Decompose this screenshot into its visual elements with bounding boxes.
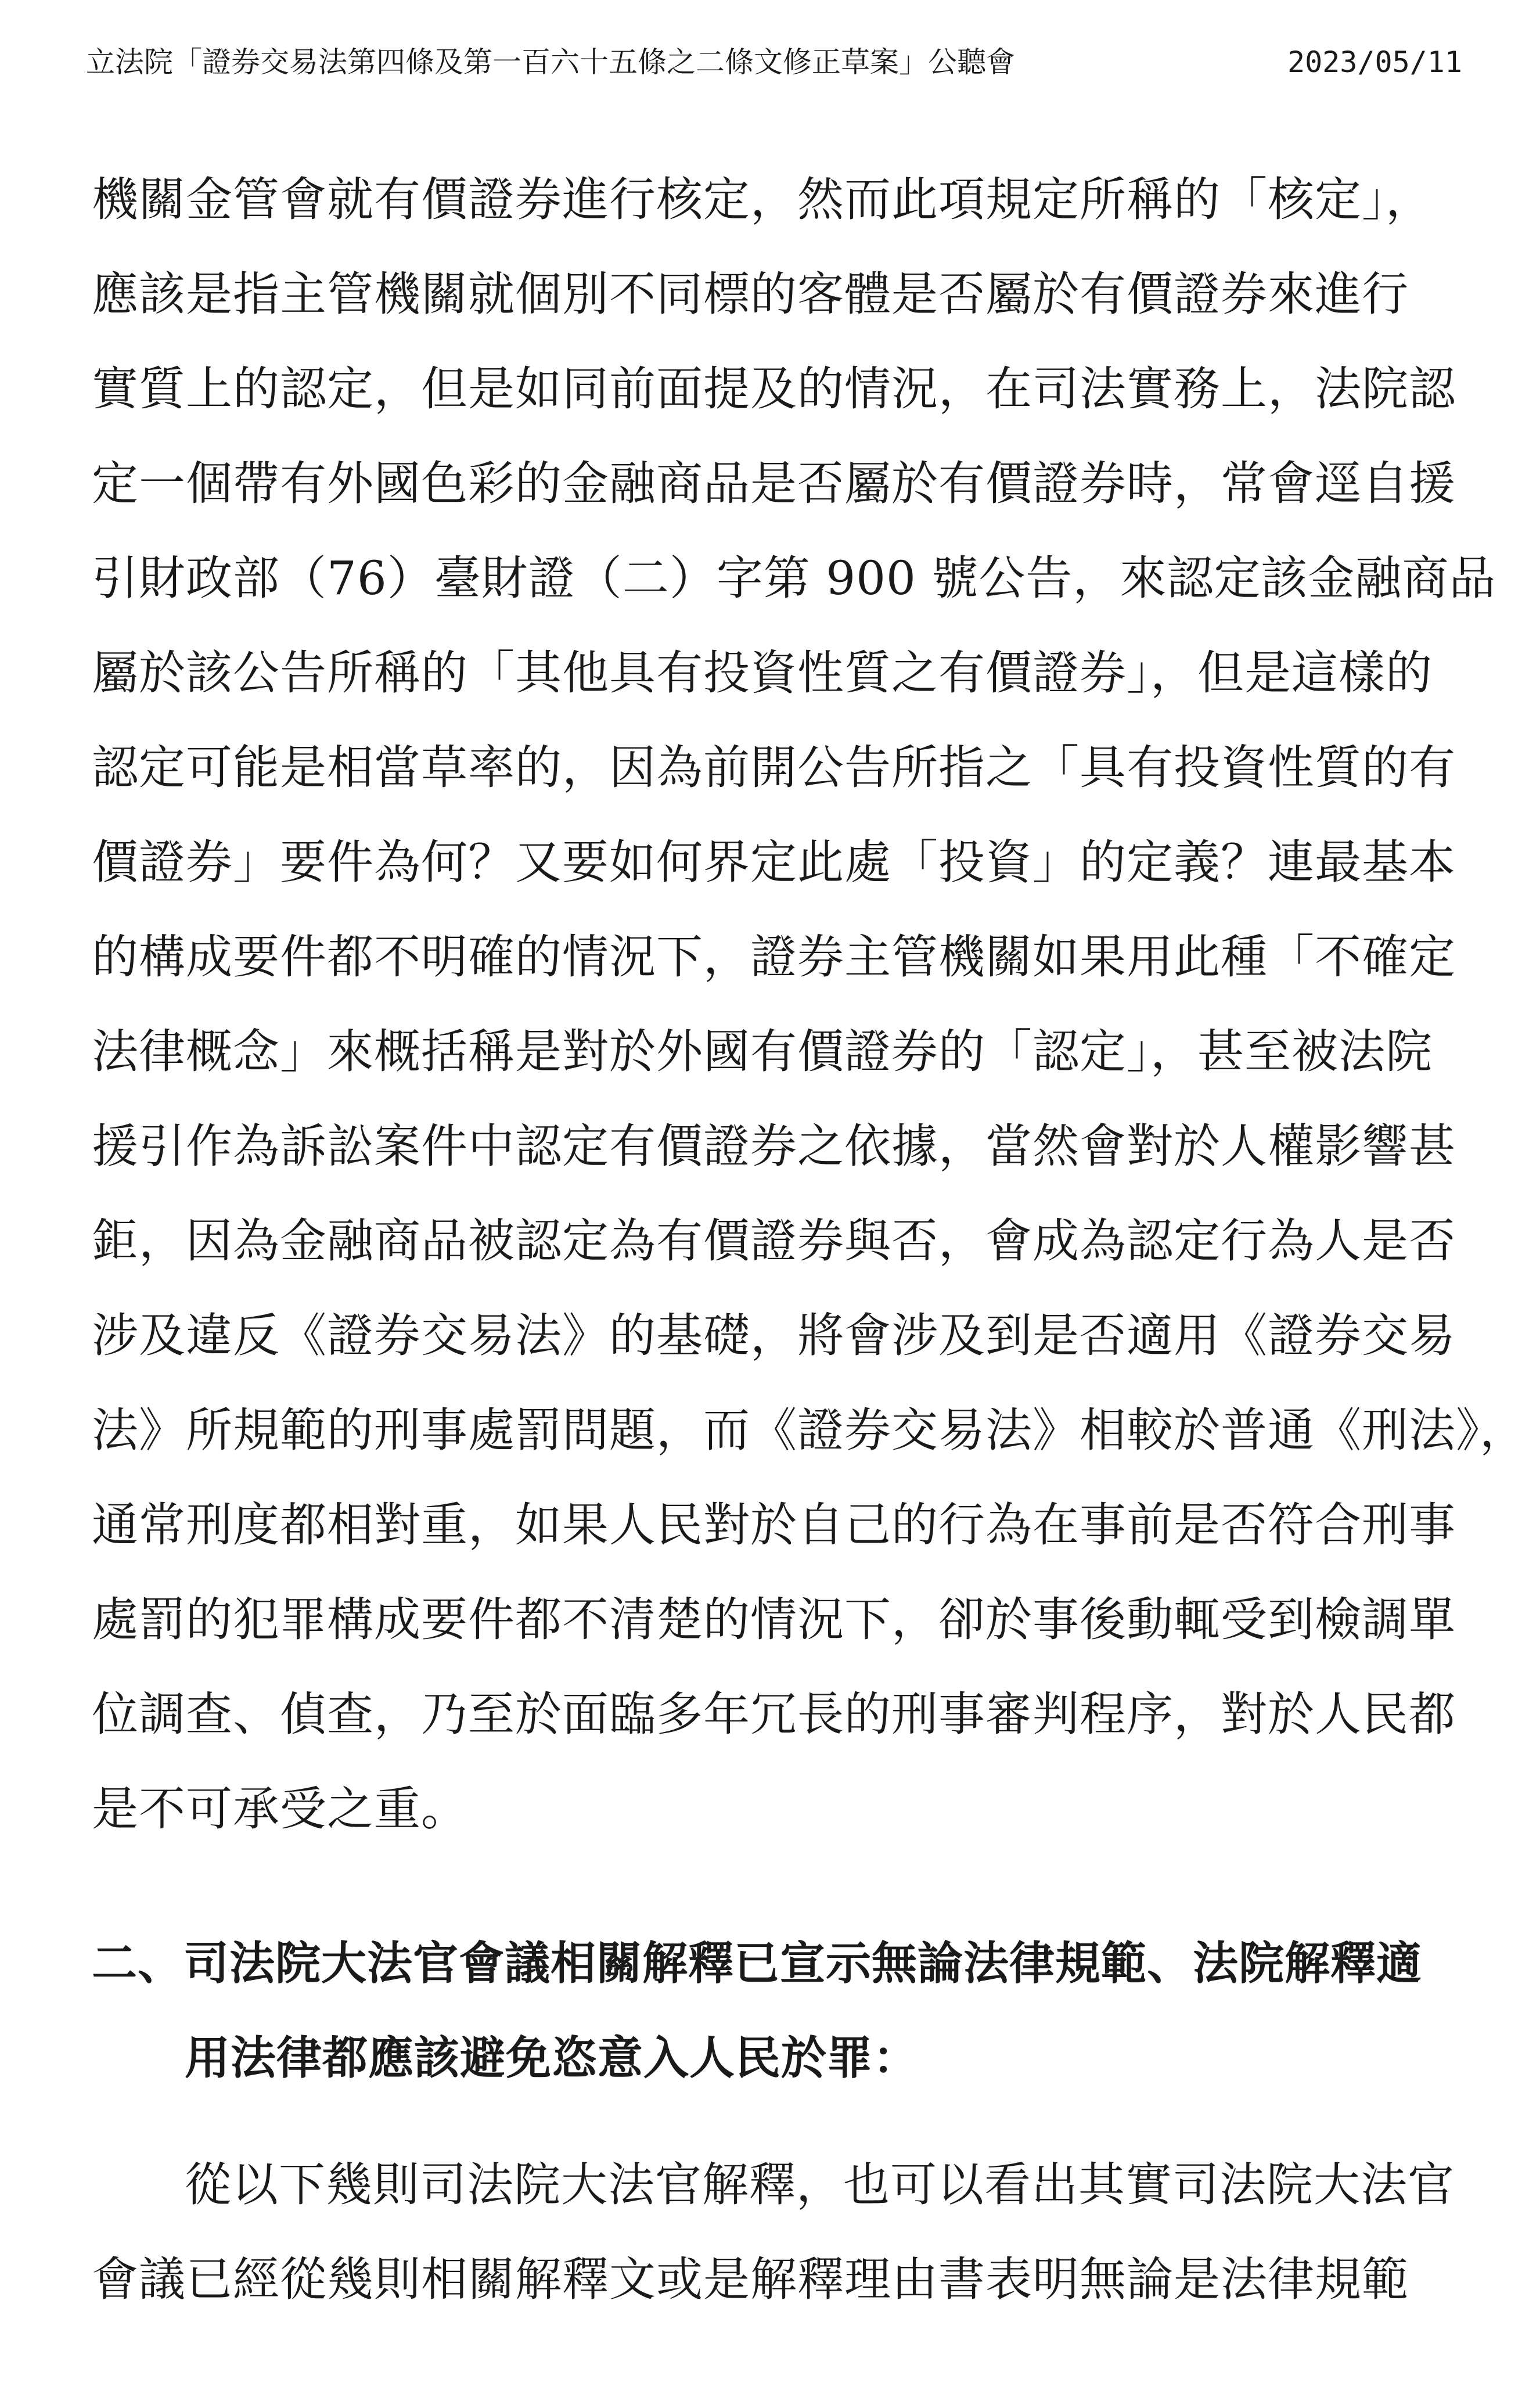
text-line: 從以下幾則司法院大法官解釋，也可以看出其實司法院大法官 <box>185 2158 1455 2212</box>
text-line: 法律概念」來概括稱是對於外國有價證券的「認定」，甚至被法院 <box>92 1025 1433 1079</box>
heading-line: 用法律都應該避免恣意入人民於罪： <box>185 2032 919 2084</box>
text-line: 通常刑度都相對重，如果人民對於自己的行為在事前是否符合刑事 <box>92 1498 1456 1552</box>
text-line: 屬於該公告所稱的「其他具有投資性質之有價證券」，但是這樣的 <box>92 646 1433 700</box>
text-line: 位調查、偵查，乃至於面臨多年冗長的刑事審判程序，對於人民都 <box>92 1687 1456 1741</box>
text-line: 實質上的認定，但是如同前面提及的情況，在司法實務上，法院認 <box>92 362 1456 416</box>
text-line: 機關金管會就有價證券進行核定，然而此項規定所稱的「核定」， <box>92 172 1433 227</box>
text-line: 會議已經從幾則相關解釋文或是解釋理由書表明無論是法律規範 <box>92 2252 1409 2306</box>
text-line: 處罰的犯罪構成要件都不清楚的情況下，卻於事後動輒受到檢調單 <box>92 1593 1456 1647</box>
text-line: 價證券」要件為何？又要如何界定此處「投資」的定義？連最基本 <box>92 835 1456 889</box>
header-date: 2023/05/11 <box>1287 45 1462 79</box>
text-line: 的構成要件都不明確的情況下，證券主管機關如果用此種「不確定 <box>92 930 1456 984</box>
text-line: 涉及違反《證券交易法》的基礎，將會涉及到是否適用《證券交易 <box>92 1309 1456 1363</box>
text-line: 法》所規範的刑事處罰問題，而《證券交易法》相較於普通《刑法》， <box>92 1403 1527 1457</box>
text-line: 認定可能是相當草率的，因為前開公告所指之「具有投資性質的有 <box>92 741 1456 795</box>
text-line: 引財政部（76）臺財證（二）字第 900 號公告，來認定該金融商品 <box>92 551 1496 605</box>
heading-line: 二、司法院大法官會議相關解釋已宣示無論法律規範、法院解釋適 <box>92 1938 1423 1990</box>
text-line: 是不可承受之重。 <box>92 1782 468 1836</box>
page-header <box>86 36 1462 88</box>
text-line: 定一個帶有外國色彩的金融商品是否屬於有價證券時，常會逕自援 <box>92 457 1456 511</box>
paragraph-1 <box>92 152 1527 1856</box>
text-line: 應該是指主管機關就個別不同標的客體是否屬於有價證券來進行 <box>92 267 1409 321</box>
header-title: 立法院「證券交易法第四條及第一百六十五條之二條文修正草案」公聽會 <box>86 45 1015 79</box>
paragraph-2 <box>92 2137 1468 2327</box>
text-line: 鉅，因為金融商品被認定為有價證券與否，會成為認定行為人是否 <box>92 1214 1456 1268</box>
section-heading-2 <box>92 1917 1485 2106</box>
text-line: 援引作為訴訟案件中認定有價證券之依據，當然會對於人權影響甚 <box>92 1119 1456 1173</box>
